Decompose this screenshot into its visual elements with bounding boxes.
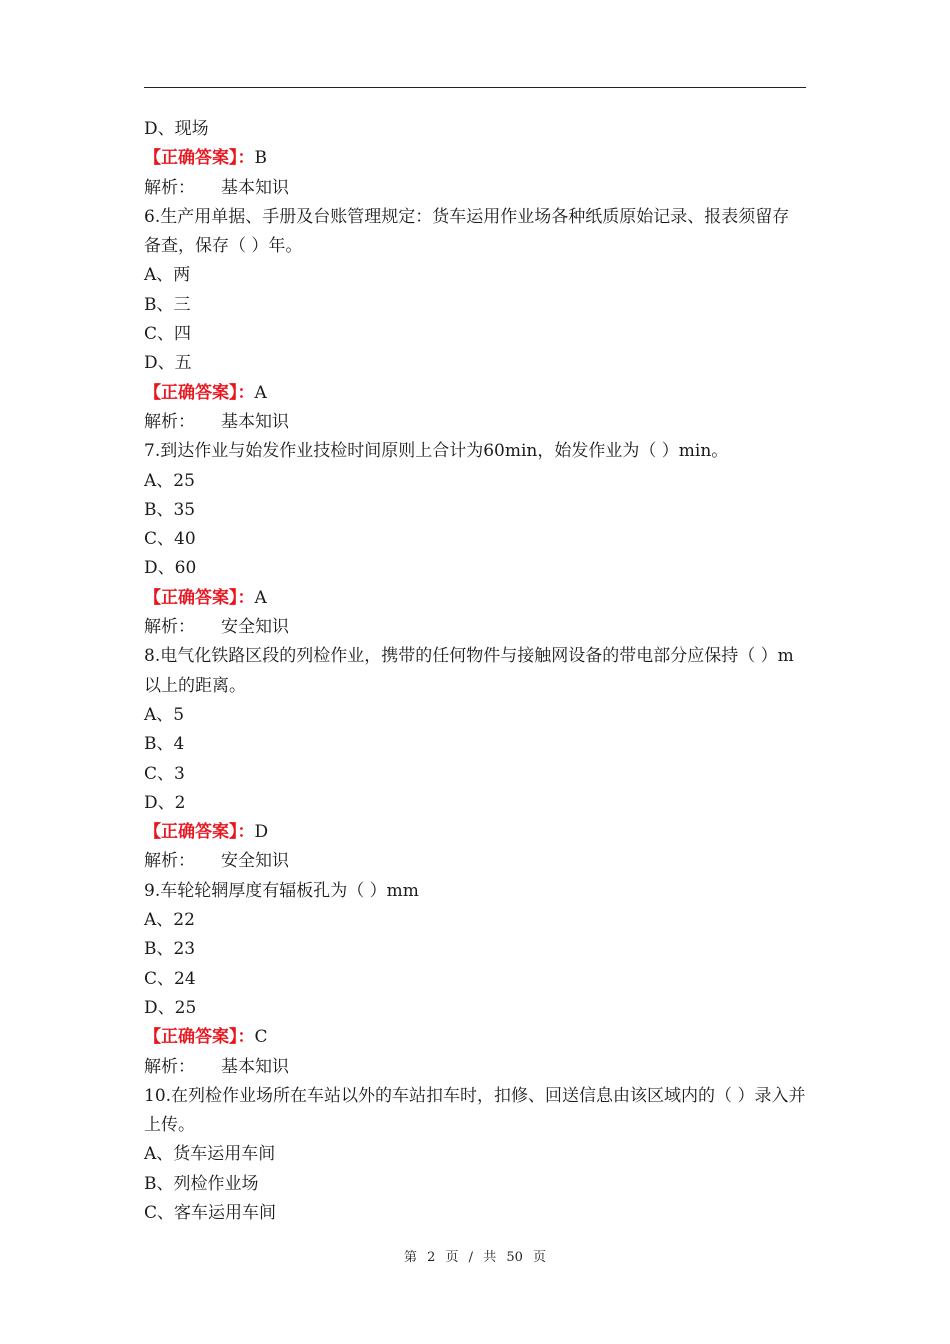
question-10	[144, 1082, 806, 1228]
option-c: C、24	[144, 968, 196, 989]
option-c: C、3	[144, 763, 185, 784]
option-a: A、货车运用车间	[144, 1144, 276, 1165]
explanation-line	[144, 613, 806, 642]
answer-line	[144, 379, 806, 408]
explanation-line	[144, 408, 806, 437]
footer-prefix: 第	[403, 1250, 417, 1265]
question-6	[144, 203, 806, 437]
question-text: 8.电气化铁路区段的列检作业，携带的任何物件与接触网设备的带电部分应保持（ ）m以上的距离。	[144, 646, 794, 696]
option-c: C、客车运用车间	[144, 1202, 277, 1223]
option-d: D、现场	[144, 119, 209, 139]
option-b: B、4	[144, 734, 185, 755]
explanation-label: 解析：	[144, 1056, 195, 1077]
option-a: A、5	[144, 704, 185, 725]
option-d: D、五	[144, 353, 192, 374]
option-b: B、23	[144, 939, 196, 960]
option-b: B、35	[144, 499, 196, 520]
explanation-label: 解析：	[144, 411, 195, 432]
answer-label: 【正确答案】：	[144, 1027, 255, 1048]
page-content	[144, 115, 806, 1228]
answer-label: 【正确答案】：	[144, 382, 255, 403]
answer-line	[144, 144, 806, 173]
answer-line	[144, 818, 806, 847]
option-b: B、三	[144, 294, 191, 315]
option-b: B、列检作业场	[144, 1173, 259, 1194]
explanation-label: 解析：	[144, 851, 195, 872]
explanation-value: 基本知识	[221, 411, 289, 432]
question-text: 6.生产用单据、手册及台账管理规定：货车运用作业场各种纸质原始记录、报表须留存备查，保存（ ）年。	[144, 206, 790, 257]
option-a: A、25	[144, 470, 195, 491]
question-text: 7.到达作业与始发作业技检时间原则上合计为60min，始发作业为（ ）min。	[144, 441, 729, 462]
answer-value: D	[254, 822, 269, 843]
option-d: D、2	[144, 792, 186, 813]
question-9	[144, 877, 806, 1082]
answer-label: 【正确答案】：	[144, 148, 255, 169]
question-fragment	[144, 115, 806, 203]
question-8	[144, 642, 806, 876]
question-7	[144, 437, 806, 642]
answer-label: 【正确答案】：	[144, 822, 255, 843]
question-text: 9.车轮轮辋厚度有辐板孔为（ ）mm	[144, 880, 419, 901]
explanation-label: 解析：	[144, 617, 195, 638]
answer-line	[144, 584, 806, 613]
option-c: C、四	[144, 324, 192, 345]
footer-total-pages: 50	[506, 1250, 523, 1265]
explanation-line	[144, 1053, 806, 1082]
footer-current-page: 2	[427, 1250, 436, 1265]
header-rule	[144, 87, 806, 88]
option-a: A、两	[144, 265, 191, 286]
option-d: D、25	[144, 997, 197, 1018]
option-c: C、40	[144, 529, 196, 550]
answer-value: C	[254, 1027, 268, 1048]
explanation-line	[144, 174, 806, 203]
footer-suffix: 页	[533, 1250, 547, 1265]
answer-label: 【正确答案】：	[144, 587, 255, 608]
answer-value: B	[254, 148, 267, 169]
explanation-value: 基本知识	[221, 177, 289, 198]
explanation-line	[144, 847, 806, 876]
answer-value: A	[254, 382, 267, 403]
page-footer	[0, 1246, 950, 1265]
explanation-value: 基本知识	[221, 1056, 289, 1077]
question-text: 10.在列检作业场所在车站以外的车站扣车时，扣修、回送信息由该区域内的（ ）录入并上传。	[144, 1085, 806, 1136]
footer-slash: /	[468, 1250, 474, 1265]
explanation-label: 解析：	[144, 177, 195, 198]
answer-value: A	[254, 587, 267, 608]
footer-mid2: 共	[483, 1250, 497, 1265]
footer-mid1: 页	[445, 1250, 459, 1265]
answer-line	[144, 1023, 806, 1052]
option-a: A、22	[144, 910, 195, 931]
option-d: D、60	[144, 558, 197, 579]
explanation-value: 安全知识	[221, 617, 289, 638]
explanation-value: 安全知识	[221, 851, 289, 872]
